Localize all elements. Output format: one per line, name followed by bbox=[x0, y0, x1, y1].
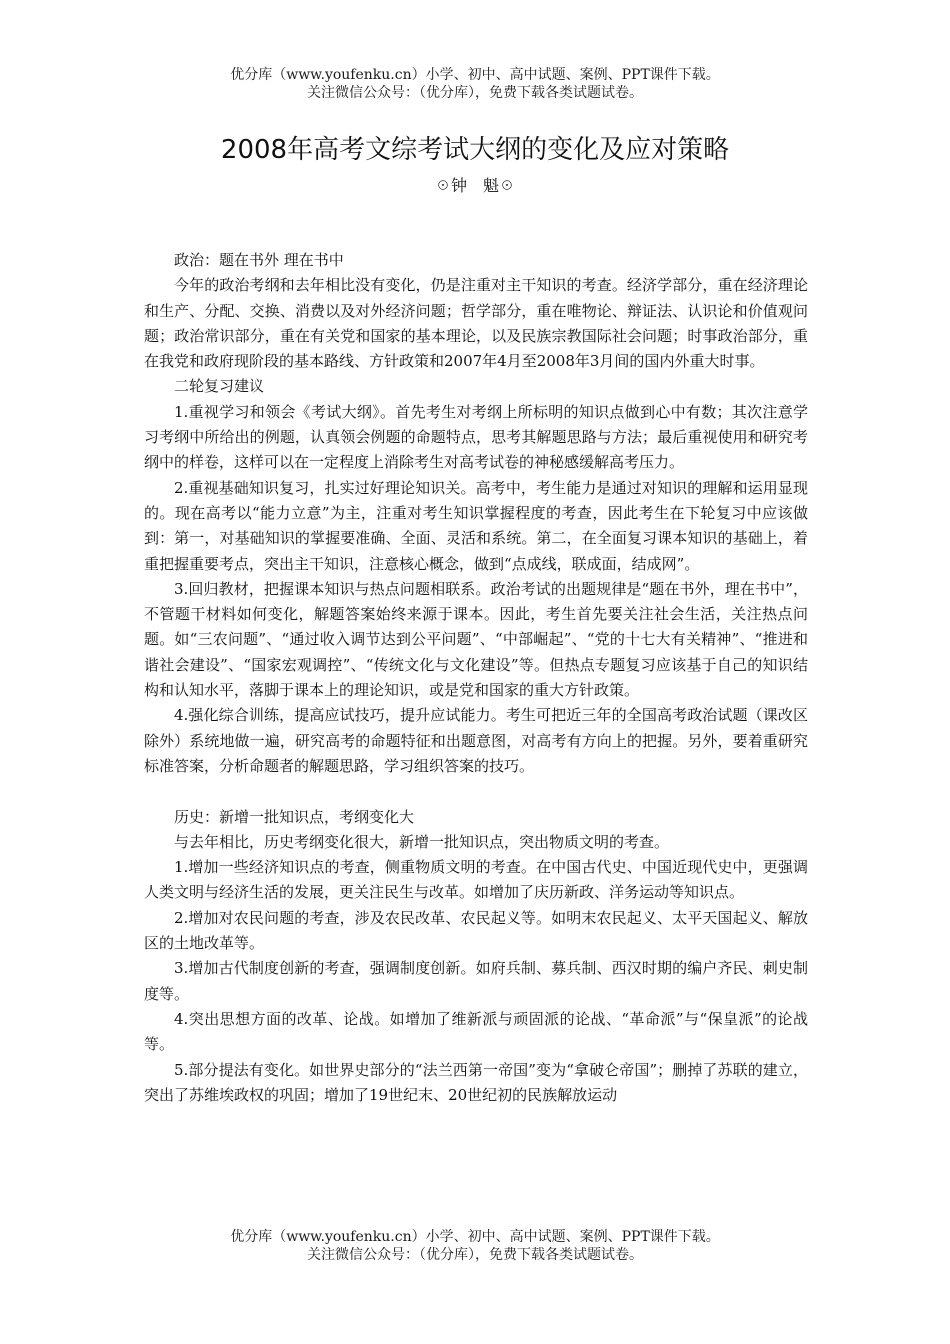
politics-advice-item-2: 2.重视基础知识复习，扎实过好理论知识关。高考中，考生能力是通过对知识的理解和运用显现的。现在高考以“能力立意”为主，注重对考生知识掌握程度的考查，因此考生在下轮复习中应该做到：第一，对基础知识的掌握要准确、全面、灵活和系统。第二，在全面复习课本知识的基础上，着重把握重要考点，突出主干知识，注意核心概念，做到“点成线，联成面，结成网”。 bbox=[144, 478, 808, 573]
page-header bbox=[0, 66, 950, 102]
history-item-4: 4.突出思想方面的改革、论战。如增加了维新派与顽固派的论战、“革命派”与“保皇派”的论战等。 bbox=[144, 1009, 808, 1054]
page-footer bbox=[0, 1228, 950, 1264]
footer-line-1: 优分库（www.youfenku.cn）小学、初中、高中试题、案例、PPT课件下载。 bbox=[230, 1229, 720, 1245]
footer-line-2: 关注微信公众号：（优分库），免费下载各类试题试卷。 bbox=[307, 1247, 643, 1263]
section-gap bbox=[144, 779, 808, 804]
politics-intro-paragraph: 今年的政治考纲和去年相比没有变化，仍是注重对主干知识的考查。经济学部分，重在经济理论和生产、分配、交换、消费以及对外经济问题；哲学部分，重在唯物论、辩证法、认识论和价值观问题；政治常识部分，重在有关党和国家的基本理论，以及民族宗教国际社会问题；时事政治部分，重在我党和政府现阶段的基本路线、方针政策和2007年4月至2008年3月间的国内外重大时事。 bbox=[144, 276, 808, 371]
page-title: 2008年高考文综考试大纲的变化及应对策略 bbox=[220, 135, 730, 165]
politics-advice-heading: 二轮复习建议 bbox=[174, 377, 265, 396]
history-item-1: 1.增加一些经济知识点的考查，侧重物质文明的考查。在中国古代史、中国近现代史中，更强调人类文明与经济生活的发展，更关注民生与改革。如增加了庆历新政、洋务运动等知识点。 bbox=[144, 858, 808, 902]
politics-advice-item-4: 4.强化综合训练，提高应试技巧，提升应试能力。考生可把近三年的全国高考政治试题（课改区除外）系统地做一遍，研究高考的命题特征和出题意图，对高考有方向上的把握。另外，要着重研究标准答案，分析命题者的解题思路，学习组织答案的技巧。 bbox=[144, 706, 808, 775]
politics-heading: 政治：题在书外 理在书中 bbox=[174, 251, 344, 269]
history-item-2: 2.增加对农民问题的考查，涉及农民改革、农民起义等。如明末农民起义、太平天国起义、解放区的土地改革等。 bbox=[144, 908, 808, 953]
history-heading: 历史：新增一批知识点，考纲变化大 bbox=[174, 807, 415, 826]
history-item-3: 3.增加古代制度创新的考查，强调制度创新。如府兵制、募兵制、西汉时期的编户齐民、刺史制度等。 bbox=[144, 959, 808, 1003]
header-line-1: 优分库（www.youfenku.cn）小学、初中、高中试题、案例、PPT课件下载。 bbox=[230, 67, 720, 83]
history-item-5: 5.部分提法有变化。如世界史部分的“法兰西第一帝国”变为“拿破仑帝国”；删掉了苏联的建立，突出了苏维埃政权的巩固；增加了19世纪末、20世纪初的民族解放运动 bbox=[144, 1060, 808, 1104]
history-intro-paragraph: 与去年相比，历史考纲变化很大，新增一批知识点，突出物质文明的考查。 bbox=[174, 832, 670, 851]
header-line-2: 关注微信公众号：（优分库），免费下载各类试题试卷。 bbox=[307, 85, 643, 101]
politics-advice-item-3: 3.回归教材，把握课本知识与热点问题相联系。政治考试的出题规律是“题在书外，理在书中”，不管题干材料如何变化，解题答案始终来源于课本。因此，考生首先要关注社会生活，关注热点问题。如“三农问题”、“通过收入调节达到公平问题”、“中部崛起”、“党的十七大有关精神”、“推进和谐社会建设”、“国家宏观调控”、“传统文化与文化建设”等。但热点专题复习应该基于自己的知识结构和认知水平，落脚于课本上的理论知识，或是党和国家的重大方针政策。 bbox=[144, 579, 808, 700]
politics-advice-item-1: 1.重视学习和领会《考试大纲》。首先考生对考纲上所标明的知识点做到心中有数；其次注意学习考纲中所给出的例题，认真领会例题的命题特点，思考其解题思路与方法；最后重视使用和研究考纲中的样卷，这样可以在一定程度上消除考生对高考试卷的神秘感缓解高考压力。 bbox=[144, 402, 808, 472]
author-line: ☉钟 魁☉ bbox=[434, 176, 515, 195]
article-body bbox=[144, 248, 808, 1108]
